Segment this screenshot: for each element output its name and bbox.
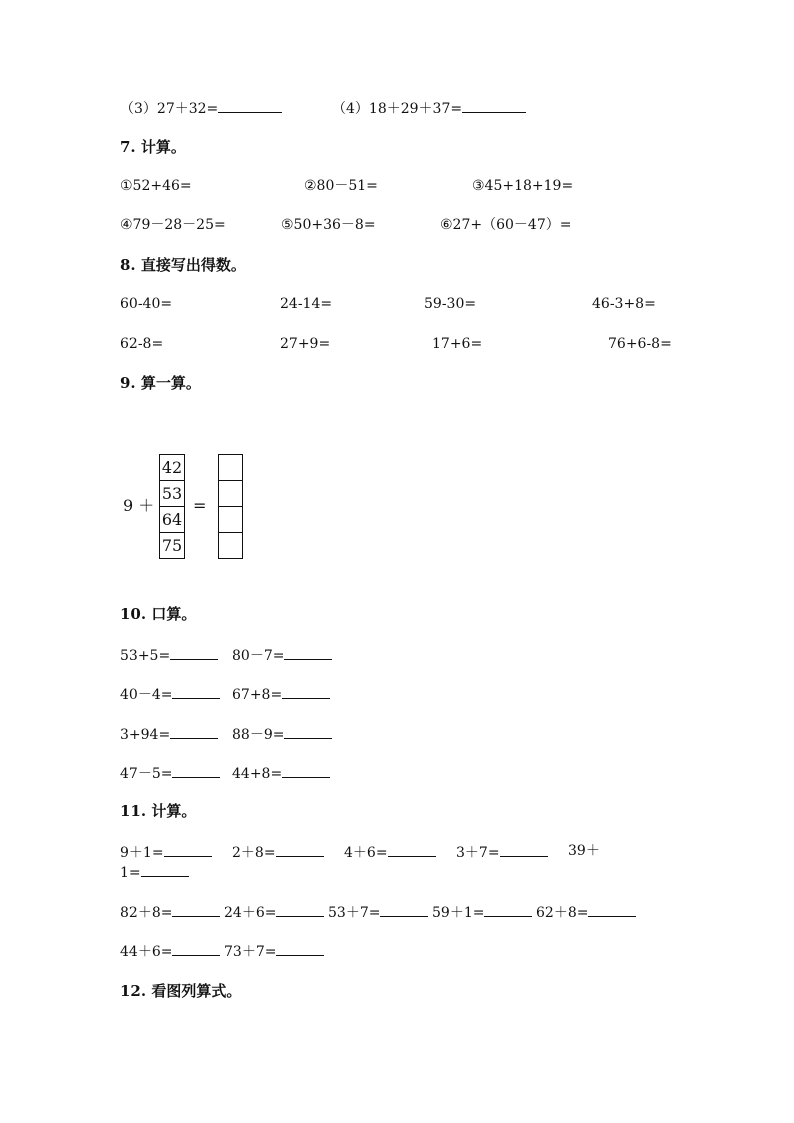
- q10-item-text: 3+94=: [120, 727, 171, 743]
- q11-item: [344, 842, 436, 862]
- q11-item-text: 3＋7=: [456, 845, 500, 861]
- answer-blank[interactable]: [588, 902, 636, 917]
- q10-item: [232, 645, 332, 665]
- q10-item: [232, 684, 330, 704]
- q11-title: 11. 计算。: [120, 802, 197, 820]
- q8-item: 46-3+8=: [592, 296, 656, 312]
- answer-blank[interactable]: [276, 902, 324, 917]
- q9-number: 42: [159, 454, 185, 481]
- q11-item-text: 1=: [120, 865, 141, 881]
- q11-item: [120, 862, 189, 882]
- q7-item: ⑤50+36－8=: [281, 217, 376, 233]
- q7-title: 7. 计算。: [120, 138, 186, 156]
- q7-item: ③45+18+19=: [472, 178, 574, 194]
- answer-blank[interactable]: [276, 941, 324, 956]
- q7-item: ⑥27+（60－47）=: [440, 217, 572, 233]
- q11-item-text: 9＋1=: [120, 845, 164, 861]
- q9-lhs: 9 ＋: [123, 496, 155, 515]
- q6-item-4: [332, 98, 526, 118]
- q7-item: ④79－28－25=: [120, 217, 226, 233]
- q11-item: [224, 941, 324, 961]
- q11-item-text: 24＋6=: [224, 905, 277, 921]
- answer-blank[interactable]: [172, 902, 220, 917]
- q9-answer-box[interactable]: [218, 507, 243, 533]
- q11-item: [536, 902, 636, 922]
- q9-answer-stack: [218, 454, 243, 559]
- q6-item-4-text: （4）18＋29＋37=: [332, 101, 463, 117]
- answer-blank[interactable]: [500, 842, 548, 857]
- q11-item-text: 2＋8=: [232, 845, 276, 861]
- q11-item: [120, 842, 212, 862]
- q10-item: [232, 763, 330, 783]
- q8-item: 76+6-8=: [608, 336, 672, 352]
- q11-item: [120, 902, 220, 922]
- q10-item: [120, 724, 218, 744]
- q11-item: [432, 902, 532, 922]
- answer-blank[interactable]: [380, 902, 428, 917]
- q10-title: 10. 口算。: [120, 605, 197, 623]
- q7-item: ②80－51=: [304, 178, 378, 194]
- q11-item-text: 82＋8=: [120, 905, 173, 921]
- answer-blank[interactable]: [172, 763, 220, 778]
- q9-number: 64: [159, 507, 185, 533]
- answer-blank[interactable]: [164, 842, 212, 857]
- answer-blank[interactable]: [218, 98, 282, 113]
- q11-item-text: 44＋6=: [120, 944, 173, 960]
- q11-item: [456, 842, 548, 862]
- q9-number: 53: [159, 481, 185, 507]
- answer-blank[interactable]: [276, 842, 324, 857]
- q11-item: [120, 941, 220, 961]
- q9-title: 9. 算一算。: [120, 374, 201, 392]
- q9-answer-box[interactable]: [218, 454, 243, 481]
- answer-blank[interactable]: [141, 862, 189, 877]
- q10-item: [232, 724, 332, 744]
- answer-blank[interactable]: [170, 645, 218, 660]
- q10-item-text: 88－9=: [232, 727, 285, 743]
- q10-item-text: 47－5=: [120, 766, 173, 782]
- answer-blank[interactable]: [172, 941, 220, 956]
- q12-title: 12. 看图列算式。: [120, 982, 242, 1000]
- q10-item-text: 53+5=: [120, 648, 171, 664]
- q9-number: 75: [159, 533, 185, 559]
- answer-blank[interactable]: [282, 684, 330, 699]
- q11-item: 39＋: [568, 843, 600, 859]
- q8-item: 27+9=: [280, 336, 331, 352]
- q9-answer-box[interactable]: [218, 533, 243, 559]
- answer-blank[interactable]: [388, 842, 436, 857]
- q11-item: [232, 842, 324, 862]
- q11-item-text: 4＋6=: [344, 845, 388, 861]
- q8-item: 60-40=: [120, 296, 173, 312]
- answer-blank[interactable]: [284, 645, 332, 660]
- q11-item-text: 62＋8=: [536, 905, 589, 921]
- q9-answer-box[interactable]: [218, 481, 243, 507]
- q10-item-text: 80－7=: [232, 648, 285, 664]
- answer-blank[interactable]: [170, 724, 218, 739]
- q8-item: 59-30=: [424, 296, 477, 312]
- answer-blank[interactable]: [484, 902, 532, 917]
- q11-item: [224, 902, 324, 922]
- q8-item: 24-14=: [280, 296, 333, 312]
- q10-item-text: 44+8=: [232, 766, 283, 782]
- q7-item: ①52+46=: [120, 178, 192, 194]
- answer-blank[interactable]: [282, 763, 330, 778]
- q11-item-text: 53＋7=: [328, 905, 381, 921]
- q10-item-text: 67+8=: [232, 687, 283, 703]
- q10-item: [120, 645, 218, 665]
- q6-item-3-text: （3）27＋32=: [120, 101, 219, 117]
- q11-item-text: 59＋1=: [432, 905, 485, 921]
- q10-item-text: 40－4=: [120, 687, 173, 703]
- q9-number-stack: [159, 454, 185, 559]
- q10-item: [120, 763, 220, 783]
- answer-blank[interactable]: [172, 684, 220, 699]
- q9-equals: =: [193, 496, 207, 515]
- q8-title: 8. 直接写出得数。: [120, 256, 246, 274]
- answer-blank[interactable]: [284, 724, 332, 739]
- q10-item: [120, 684, 220, 704]
- q8-item: 62-8=: [120, 336, 164, 352]
- q6-item-3: [120, 98, 282, 118]
- q8-item: 17+6=: [432, 336, 483, 352]
- q11-item: [328, 902, 428, 922]
- answer-blank[interactable]: [462, 98, 526, 113]
- q11-item-text: 73＋7=: [224, 944, 277, 960]
